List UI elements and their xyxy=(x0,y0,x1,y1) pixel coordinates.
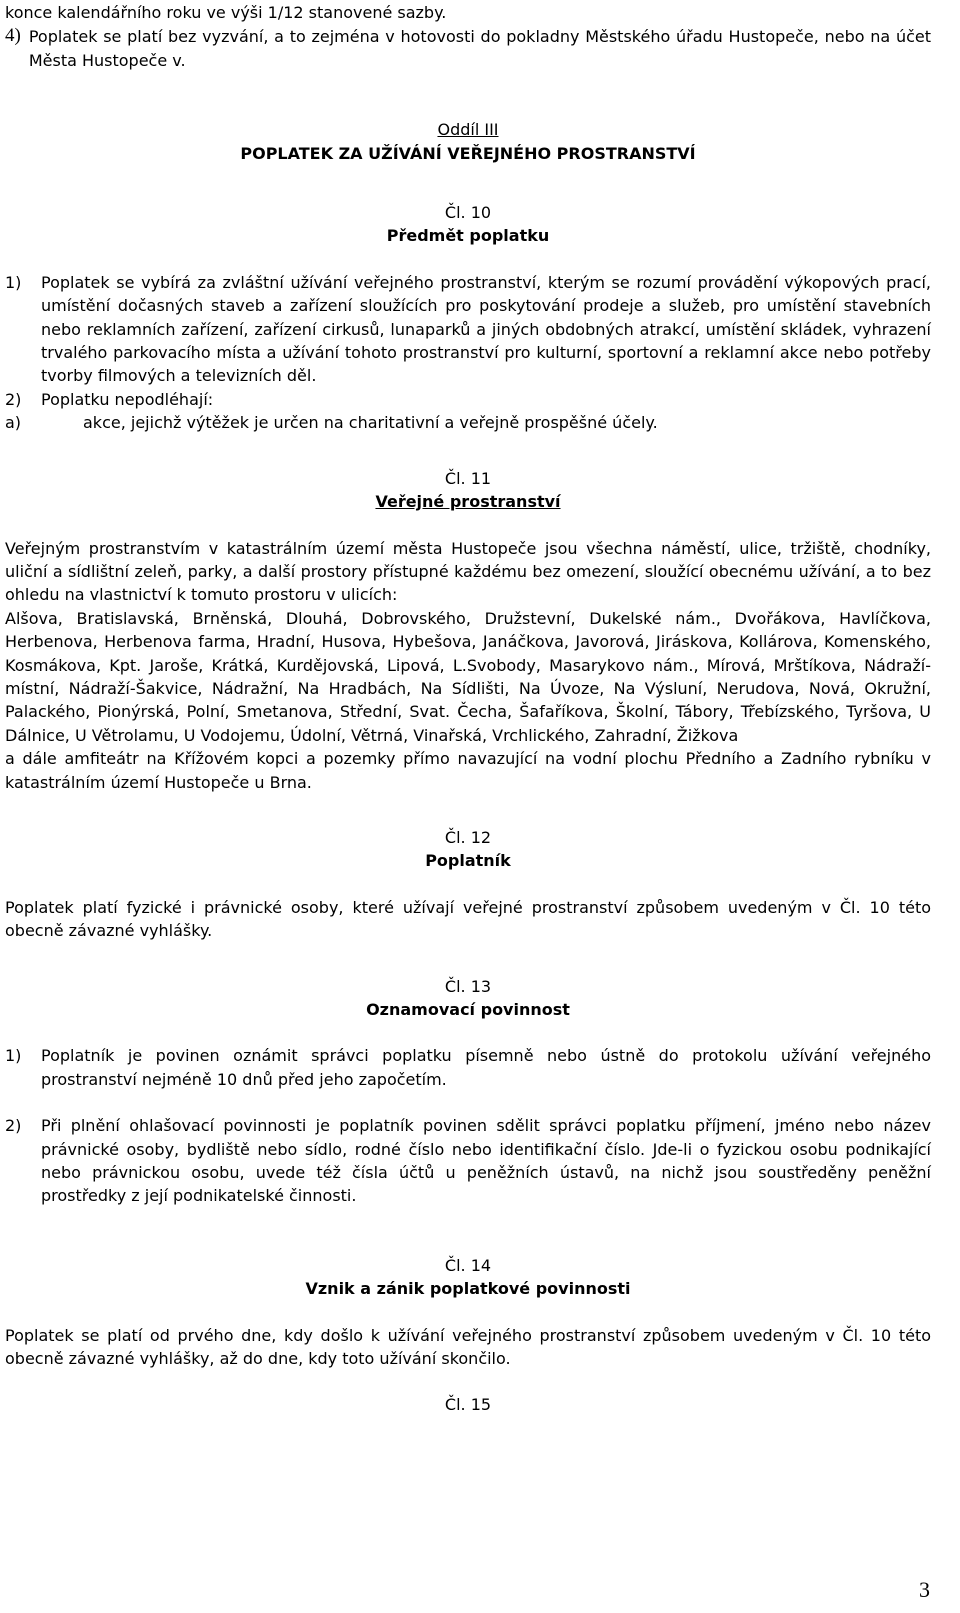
page-number: 3 xyxy=(919,1577,930,1602)
list-item xyxy=(5,24,931,72)
list-item xyxy=(5,1044,931,1091)
section-title: POPLATEK ZA UŽÍVÁNÍ VEŘEJNÉHO PROSTRANSTVÍ xyxy=(240,143,696,163)
item-number: 4) xyxy=(5,25,21,47)
sub-item-label: a) xyxy=(5,413,22,433)
sub-item xyxy=(5,411,931,434)
list-item xyxy=(5,1114,931,1208)
article-title: Veřejné prostranství xyxy=(375,492,561,512)
item-text: Poplatník je povinen oznámit správci poplatku písemně nebo ústně do protokolu užívání veřejného prostranství nejméně 10 dnů před jeho započetím. xyxy=(41,1046,931,1089)
list-item xyxy=(5,271,931,388)
list-item xyxy=(5,388,931,411)
paragraph: Poplatek platí fyzické i právnické osoby, které užívají veřejné prostranství způsobem uvedeným v Čl. 10 této obecně závazné vyhlášky. xyxy=(5,897,931,941)
article-number: Čl. 11 xyxy=(444,468,492,488)
article-number: Čl. 10 xyxy=(444,203,492,223)
article-number: Čl. 12 xyxy=(444,827,492,847)
article-number: Čl. 14 xyxy=(444,1255,492,1275)
paragraph: Veřejným prostranstvím v katastrálním území města Hustopeče jsou všechna náměstí, ulice, tržiště, chodníky, uliční a sídlištní zeleň, parky, a další prostory přístupné každému bez omezení, sloužící obecnému užívání, a to bez ohledu na vlastnictví k tomuto prostoru v ulicích: xyxy=(5,538,931,605)
article-title: Předmět poplatku xyxy=(386,226,550,246)
sub-item-text: akce, jejichž výtěžek je určen na charitativní a veřejně prospěšné účely. xyxy=(83,413,658,433)
document-page xyxy=(5,0,931,1417)
item-number: 2) xyxy=(5,389,22,409)
article-number: Čl. 15 xyxy=(444,1395,492,1415)
article-title: Vznik a zánik poplatkové povinnosti xyxy=(305,1279,631,1299)
street-list: Alšova, Bratislavská, Brněnská, Dlouhá, Dobrovského, Družstevní, Dukelské nám., Dvořákova, Havlíčkova, Herbenova, Herbenova farma, Hradní, Husova, Hybešova, Janáčkova, Javorová, Jiráskova, Kollárova, Komenského, Kosmákova, Kpt. Jaroše, Krátká, Kurdějovská, Lipová, L.Svobody, Masarykovo nám., Mírová, Mrštíkova, Nádraží-místní, Nádraží-Šakvice, Nádražní, Na Hradbách, Na Sídlišti, Na Úvoze, Na Výsluní, Nerudova, Nová, Okružní, Palackého, Pionýrská, Polní, Smetanova, Střední, Svat. Čecha, Šafaříkova, Školní, Tábory, Třebízského, Tyršova, U Dálnice, U Větrolamu, U Vodojemu, Údolní, Větrná, Vinařská, Vrchlického, Zahradní, Žižkova xyxy=(5,608,931,745)
item-text: Poplatek se vybírá za zvláštní užívání veřejného prostranství, kterým se rozumí provádění výkopových prací, umístění dočasných staveb a zařízení sloužících pro poskytování prodeje a služeb, pro umístění stavebních nebo reklamních zařízení, zařízení cirkusů, lunaparků a jiných obdobných atrakcí, umístění skládek, vyhrazení trvalého parkovacího místa a užívání tohoto prostranství pro kulturní, sportovní a reklamní akce nebo potřeby tvorby filmových a televizních děl. xyxy=(41,272,931,386)
paragraph: a dále amfiteátr na Křížovém kopci a pozemky přímo navazující na vodní plochu Předního a Zadního rybníku v katastrálním území Hustopeče u Brna. xyxy=(5,749,931,792)
item-number: 1) xyxy=(5,272,22,292)
item-text: Poplatek se platí bez vyzvání, a to zejména v hotovosti do pokladny Městského úřadu Hustopeče, nebo na účet Města Hustopeče v. xyxy=(28,27,931,70)
article-number: Čl. 13 xyxy=(444,976,492,996)
item-number: 2) xyxy=(5,1116,22,1136)
continued-text: konce kalendářního roku ve výši 1/12 stanovené sazby. xyxy=(5,3,447,22)
item-number: 1) xyxy=(5,1046,22,1066)
item-text: Poplatku nepodléhají: xyxy=(41,389,214,409)
section-heading: Oddíl III xyxy=(437,120,499,140)
item-text: Při plnění ohlašovací povinnosti je poplatník povinen sdělit správci poplatku příjmení, jméno nebo název právnické osoby, bydliště nebo sídlo, rodné číslo nebo identifikační číslo. Jde-li o fyzickou osobu podnikající nebo právnickou osobu, uvede též čísla účtů u peněžních ústavů, na nichž jsou soustředěny peněžní prostředky z její podnikatelské činnosti. xyxy=(41,1116,931,1206)
article-title: Oznamovací povinnost xyxy=(366,1000,570,1019)
paragraph: Poplatek se platí od prvého dne, kdy došlo k užívání veřejného prostranství způsobem uvedeným v Čl. 10 této obecně závazné vyhlášky, až do dne, kdy toto užívání skončilo. xyxy=(5,1325,931,1369)
article-title: Poplatník xyxy=(425,851,511,871)
